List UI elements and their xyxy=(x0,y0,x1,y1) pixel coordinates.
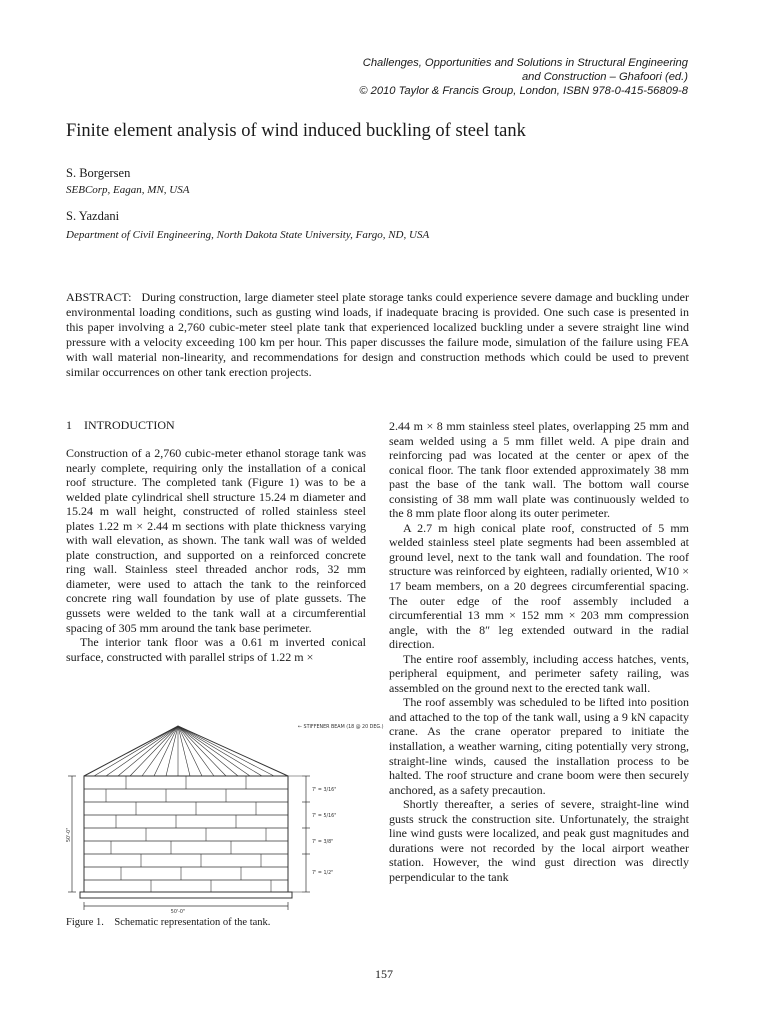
right-column xyxy=(389,419,689,885)
section-title: INTRODUCTION xyxy=(84,418,175,432)
header-line-3: © 2010 Taylor & Francis Group, London, ISBN 978-0-415-56809-8 xyxy=(359,85,688,97)
paragraph: 2.44 m × 8 mm stainless steel plates, overlapping 25 mm and seam welded using a 5 mm fillet weld. A pipe drain and reinforcing pad was located at the center or apex of the conical floor. The tank floor extended approximately 38 mm past the base of the tank wall. The bottom wall course consisting of 38 mm wall plate was continuously welded to the 8 mm plate floor along its outer perimeter. xyxy=(389,419,689,521)
plate-seams xyxy=(106,776,271,892)
height-label: 50'-0" xyxy=(67,827,72,842)
tank-figure xyxy=(66,718,384,915)
left-column xyxy=(66,418,366,664)
roof-note: ← STIFFENER BEAM (18 @ 20 DEG.) xyxy=(298,725,384,730)
paragraph: Shortly thereafter, a series of severe, straight-line wind gusts struck the construction site. Unfortunately, the straight line wind gusts were localized, and peak gust magnitudes and durations were not recorded by the local airport weather station. However, the wind gust direction was directly perpendicular to the tank xyxy=(389,797,689,884)
paragraph: The interior tank floor was a 0.61 m inverted conical surface, constructed with parallel strips of 1.22 m × xyxy=(66,635,366,664)
page-number: 157 xyxy=(375,967,393,981)
ring-wall-foundation xyxy=(80,892,292,898)
paragraph: A 2.7 m high conical plate roof, constructed of 5 mm welded stainless steel plate segments had been assembled at ground level, next to the tank wall and foundation. The roof structure was reinforced by eighteen, radially oriented, W10 × 17 beam members, on a 20 degrees circumferential spacing. The outer edge of the roof assembly included a circumferential 13 mm × 152 mm × 203 mm compression angle, with the 8″ leg extended outward in the radial direction. xyxy=(389,520,689,652)
paragraph: Construction of a 2,760 cubic-meter ethanol storage tank was nearly complete, requiring only the installation of a conical roof structure. The completed tank (Figure 1) was to be a welded plate cylindrical shell structure 15.24 m diameter and 15.24 m wall height, constructed of rolled stainless steel plates 1.22 m × 2.44 m sections with plate thickness varying with wall elevation, as shown. The tank wall was of welded plate construction, and supported on a reinforced concrete ring wall. Stainless steel threaded anchor rods, 32 mm diameter, were used to attach the tank to the reinforced concrete ring wall foundation by use of plate gussets. The gussets were welded to the tank wall at a circumferential spacing of 305 mm around the tank base perimeter. xyxy=(66,446,366,635)
figure-caption: Figure 1. Schematic representation of the tank. xyxy=(66,917,271,928)
abstract: ABSTRACT: During construction, large diameter steel plate storage tanks could experience severe damage and buckling under environmental loading conditions, such as gusting wind loads, if inadequate bracing is provided. One such case is presented in this paper involving a 2,760 cubic-meter steel plate tank that experienced localized buckling under a severe straight line wind pressure with a velocity exceeding 100 km per hour. This paper discusses the failure mode, simulation of the failure using FEA with wall material non-linearity, and recommendations for design and construction methods which could be used to prevent similar occurrences on other tank erection projects. xyxy=(66,290,689,380)
author-affiliation-2: Department of Civil Engineering, North Dakota State University, Fargo, ND, USA xyxy=(66,229,430,241)
thickness-label: 7' = 1/2" xyxy=(312,871,334,876)
section-heading xyxy=(66,418,366,432)
section-number: 1 xyxy=(66,418,72,432)
paper-title: Finite element analysis of wind induced buckling of steel tank xyxy=(66,121,526,141)
base-label: 50'-0" xyxy=(170,910,186,915)
header-line-2: and Construction – Ghafoori (ed.) xyxy=(521,71,688,83)
tank-schematic xyxy=(66,718,384,915)
author-name-2: S. Yazdani xyxy=(66,209,120,223)
running-header xyxy=(128,56,688,98)
author-affiliation-1: SEBCorp, Eagan, MN, USA xyxy=(66,184,190,196)
plate-courses xyxy=(84,789,288,880)
header-line-1: Challenges, Opportunities and Solutions in Structural Engineering xyxy=(362,57,688,69)
paragraph: The roof assembly was scheduled to be lifted into position and attached to the top of the tank wall, using a 9 kN capacity crane. As the crane operator prepared to initiate the installation, a weather warning, citing potentially very strong, straight-line winds, caused the installation process to be halted. The roof structure and crane boom were then securely anchored, as a safety precaution. xyxy=(389,695,689,797)
tank-wall xyxy=(84,776,288,892)
roof-stiffener-lines xyxy=(94,726,274,776)
thickness-label: 7' = 5/16" xyxy=(312,814,337,819)
thickness-label: 7' = 3/8" xyxy=(312,840,334,845)
paragraph: The entire roof assembly, including access hatches, vents, peripheral equipment, and perimeter safety railing, was assembled on the ground next to the erected tank wall. xyxy=(389,651,689,695)
thickness-label: 7' = 3/16" xyxy=(312,788,337,793)
roof-outline xyxy=(84,726,288,776)
author-name-1: S. Borgersen xyxy=(66,166,131,180)
